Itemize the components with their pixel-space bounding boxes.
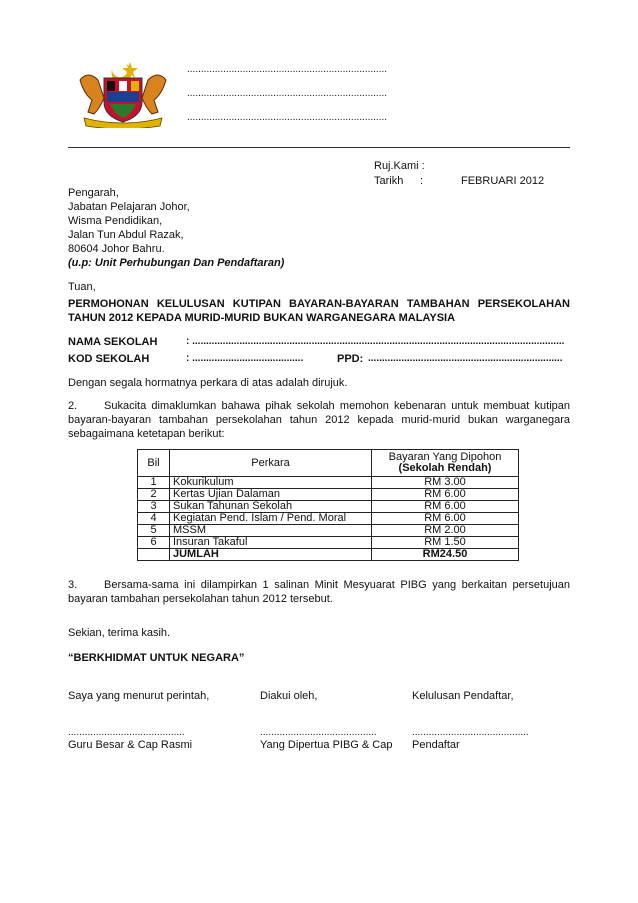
recipient-line: Jalan Tun Abdul Razak, bbox=[68, 229, 184, 241]
row-bil: 1 bbox=[138, 477, 170, 489]
recipient-line: 80604 Johor Bahru. bbox=[68, 243, 165, 255]
ppd-label: PPD: bbox=[337, 353, 364, 365]
col-header-amount-line1: Bayaran Yang Dipohon bbox=[388, 451, 502, 463]
paragraph-2-number: 2. bbox=[68, 400, 78, 412]
ruj-kami-label: Ruj.Kami : bbox=[374, 160, 425, 172]
row-amount: RM 6.00 bbox=[372, 513, 519, 525]
row-perkara: Insuran Takaful bbox=[170, 537, 372, 549]
row-amount: RM 6.00 bbox=[372, 489, 519, 501]
signature-col3-title: Kelulusan Pendaftar, bbox=[412, 690, 514, 702]
fee-table bbox=[137, 449, 519, 561]
paragraph-2-line: sebagaimana ketetapan berikut: bbox=[68, 428, 225, 440]
row-bil: 2 bbox=[138, 489, 170, 501]
table-row bbox=[138, 513, 519, 525]
paragraph-2-line: bayaran-bayaran tambahan persekolahan tahun 2012 kepada murid-murid bukan warganegara bbox=[68, 414, 570, 426]
row-perkara: Kokurikulum bbox=[170, 477, 372, 489]
table-row bbox=[138, 501, 519, 513]
row-bil: 4 bbox=[138, 513, 170, 525]
row-perkara: Kertas Ujian Dalaman bbox=[170, 489, 372, 501]
table-row bbox=[138, 537, 519, 549]
malaysia-coat-of-arms-icon bbox=[74, 60, 172, 128]
tarikh-label: Tarikh bbox=[374, 175, 404, 187]
row-amount: RM 6.00 bbox=[372, 501, 519, 513]
subject-line: TAHUN 2012 KEPADA MURID-MURID BUKAN WARGANEGARA MALAYSIA bbox=[68, 312, 456, 324]
total-bil-empty bbox=[138, 549, 170, 561]
paragraph-1: Dengan segala hormatnya perkara di atas adalah dirujuk. bbox=[68, 377, 348, 389]
row-amount: RM 3.00 bbox=[372, 477, 519, 489]
ppd-field: ...................................................................... bbox=[368, 353, 563, 364]
signature-col1-name: Guru Besar & Cap Rasmi bbox=[68, 739, 193, 751]
salutation: Tuan, bbox=[68, 281, 96, 293]
signature-col2-title: Diakui oleh, bbox=[260, 690, 318, 702]
subject-line: PERMOHONAN KELULUSAN KUTIPAN BAYARAN-BAYARAN TAMBAHAN PERSEKOLAHAN bbox=[68, 298, 570, 310]
letterhead-address-line: ........................................................................ bbox=[187, 88, 388, 99]
paragraph-3-line: bayaran tambahan persekolahan tahun 2012 tersebut. bbox=[68, 593, 333, 605]
school-code-field: : ........................................ bbox=[186, 353, 304, 364]
table-total-row bbox=[138, 549, 519, 561]
row-amount: RM 2.00 bbox=[372, 525, 519, 537]
motto: “BERKHIDMAT UNTUK NEGARA” bbox=[68, 652, 245, 664]
signature-col2-name: Yang Dipertua PIBG & Cap bbox=[260, 739, 393, 751]
paragraph-3-line: Bersama-sama ini dilampirkan 1 salinan Minit Mesyuarat PIBG yang berkaitan persetujuan bbox=[104, 579, 570, 591]
recipient-line: Wisma Pendidikan, bbox=[68, 215, 163, 227]
col-header-amount bbox=[372, 450, 519, 477]
tarikh-value: FEBRUARI 2012 bbox=[461, 175, 545, 187]
closing-line: Sekian, terima kasih. bbox=[68, 627, 171, 639]
total-label: JUMLAH bbox=[170, 549, 372, 561]
row-perkara: MSSM bbox=[170, 525, 372, 537]
letterhead-address-line: ........................................................................ bbox=[187, 64, 388, 75]
school-name-label: NAMA SEKOLAH bbox=[68, 336, 158, 348]
tarikh-colon: : bbox=[420, 175, 424, 187]
row-bil: 5 bbox=[138, 525, 170, 537]
signature-col3-line: .......................................... bbox=[412, 727, 529, 738]
row-perkara: Kegiatan Pend. Islam / Pend. Moral bbox=[170, 513, 372, 525]
signature-col1-title: Saya yang menurut perintah, bbox=[68, 690, 210, 702]
col-header-bil: Bil bbox=[138, 450, 170, 477]
recipient-line: Jabatan Pelajaran Johor, bbox=[68, 201, 190, 213]
col-header-perkara: Perkara bbox=[170, 450, 372, 477]
signature-col1-line: .......................................... bbox=[68, 727, 185, 738]
recipient-line: Pengarah, bbox=[68, 187, 119, 199]
row-amount: RM 1.50 bbox=[372, 537, 519, 549]
row-perkara: Sukan Tahunan Sekolah bbox=[170, 501, 372, 513]
table-row bbox=[138, 525, 519, 537]
school-code-label: KOD SEKOLAH bbox=[68, 353, 150, 365]
total-amount: RM24.50 bbox=[372, 549, 519, 561]
signature-col2-line: .......................................... bbox=[260, 727, 377, 738]
signature-col3-name: Pendaftar bbox=[412, 739, 460, 751]
letterhead-address-line: ........................................................................ bbox=[187, 112, 388, 123]
attention-line: (u.p: Unit Perhubungan Dan Pendaftaran) bbox=[68, 257, 285, 269]
col-header-amount-line2: (Sekolah Rendah) bbox=[398, 462, 492, 474]
row-bil: 6 bbox=[138, 537, 170, 549]
school-name-field: : ...................................................................................................................................... bbox=[186, 336, 565, 347]
paragraph-2-line: Sukacita dimaklumkan bahawa pihak sekolah memohon kebenaran untuk membuat kutipan bbox=[104, 400, 570, 412]
paragraph-3-number: 3. bbox=[68, 579, 78, 591]
row-bil: 3 bbox=[138, 501, 170, 513]
table-row bbox=[138, 489, 519, 501]
header-divider bbox=[68, 147, 570, 148]
table-row bbox=[138, 477, 519, 489]
